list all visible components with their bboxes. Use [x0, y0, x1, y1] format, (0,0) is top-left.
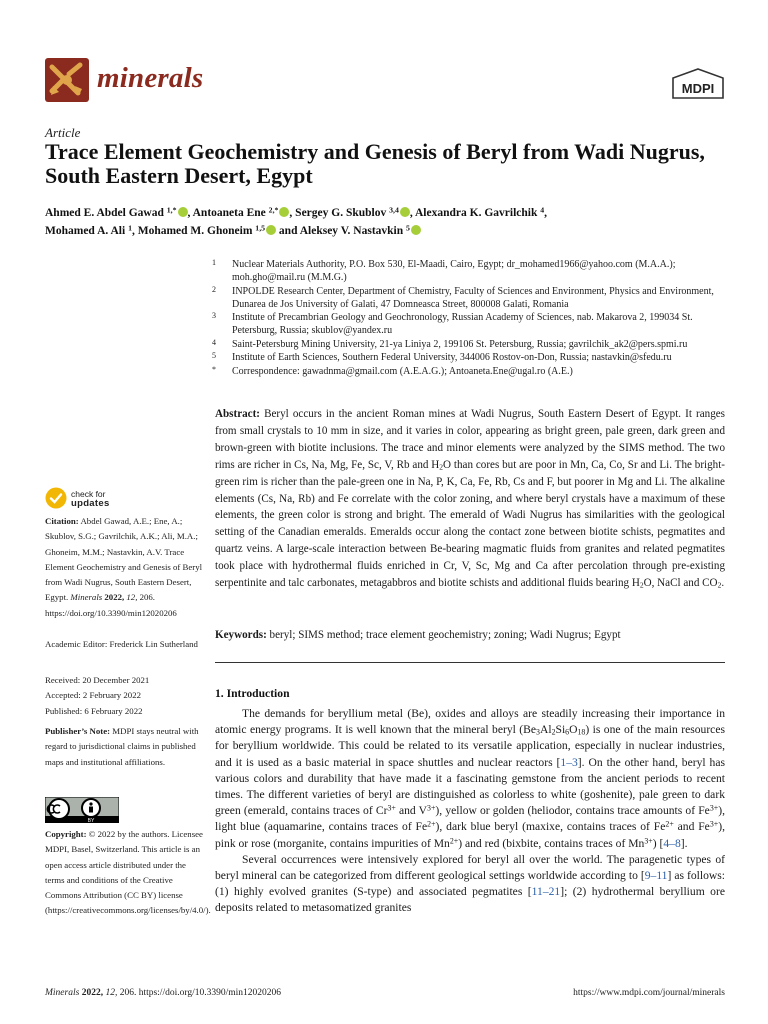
publication-dates — [45, 673, 205, 719]
article-title: Trace Element Geochemistry and Genesis of Beryl from Wadi Nugrus, South Eastern Desert, Egypt — [45, 139, 705, 188]
citation-link[interactable]: 1–3 — [560, 755, 578, 769]
svg-text:BY: BY — [87, 818, 95, 823]
orcid-icon[interactable] — [411, 225, 421, 235]
abstract-text: . — [721, 577, 725, 590]
affiliation-number: 4 — [212, 337, 216, 347]
abstract-text: O than cores but are poor in Mn, Ca, Co, Sr and Li. The bright-green rim is richer than the pale-green one in Na, P, K, Ca, Fe, Rb, Cs and F, but poorer in Mg and Li. The alkaline elements (Cs, Na, Rb) and Fe correlate with the color zoning, and where beryl crystals have a maximum of these elements, the green color is strong and bright. The emerald of Wadi Nugrus has similarities with the geological setting of the Canadian emeralds. Emeralds occur along the contact zone between biotite schists, pegmatites and quartz veins. A large-scale interaction between Be-bearing magmatic fluids from granites and related pegmatites took place with hydrothermal fluids enriched in Cr, V, Sc, Mg and Ca after percolation through pre-existing serpentinite and talc carbonates, metagabbros and biotite schists and additional fluids bearing H — [215, 458, 725, 590]
orcid-icon[interactable] — [400, 207, 410, 217]
author-name[interactable]: Antoaneta Ene — [192, 207, 266, 219]
author-affil: 5 — [406, 223, 410, 233]
affiliation-number: 5 — [212, 351, 216, 360]
author-affil: 1,5 — [255, 223, 266, 233]
check-for-updates-button[interactable] — [45, 487, 125, 513]
affiliation-number: 3 — [212, 311, 216, 320]
citation-year: 2022, — [104, 592, 125, 603]
affiliation-text: Saint-Petersburg Mining University, 21-ya Liniya 2, 199106 St. Petersburg, Russia; gavrilchik_ak2@pers.spmi.ru — [232, 338, 688, 350]
mdpi-logo-icon[interactable] — [671, 68, 725, 102]
affiliation-item — [210, 338, 725, 351]
author-conjunction: and — [278, 225, 298, 237]
article-type: Article — [45, 125, 81, 140]
citation-volume: 12, — [126, 592, 138, 603]
author-name[interactable]: Ahmed E. Abdel Gawad — [45, 207, 164, 219]
minerals-logo-icon — [45, 58, 89, 102]
citation-link[interactable]: 9–11 — [644, 869, 668, 883]
affiliation-text: Correspondence: gawadnma@gmail.com (A.E.A.G.); Antoaneta.Ene@ugal.ro (A.E.) — [232, 365, 573, 377]
affiliation-number: 1 — [212, 258, 216, 267]
affiliation-item — [210, 351, 725, 364]
orcid-icon[interactable] — [279, 207, 289, 217]
affiliations — [210, 258, 725, 378]
check-updates-line1: check for — [71, 489, 106, 499]
footer-doi-link[interactable]: 206. https://doi.org/10.3390/min12020206 — [119, 988, 282, 998]
abstract: Abstract: Beryl occurs in the ancient Roman mines at Wadi Nugrus, South Eastern Desert of Egypt. It ranges from small crystals to 10 mm in size, and it varies in color, appearing as bright green, pale green, dark green and brown-green with biotite inclusions. The trace and minor elements were analyzed by the SIMS method. The two rims are richer in Cs, Na, Mg, Fe, Sc, V, Rb and $H_2O$ than cores but are poor in Mn, Ca, Co, Sr and Li. The bright-green rim is richer than the pale-green one in Na, P, K, Ca, Fe, Rb, Cs and F, but poorer in Mg and Li. The alkaline elements (Cs, Na, Rb) and Fe correlate with the color zoning, and where beryl crystals have a maximum of these elements, the green color is strong and bright. The emerald of Wadi Nugrus has similarities with the geological setting of the Canadian emeralds. Emeralds occur along the contact zone between biotite schists, pegmatites and quartz veins. A large-scale interaction between Be-bearing magmatic fluids from granites and related pegmatites took place with hydrothermal fluids enriched in Cr, V, Sc, Mg and Ca after percolation through pre-existing serpentinite and talc carbonates, metagabbros and biotite schists and additional fluids bearing $H_2O$, NaCl and $CO_2$. — [215, 408, 726, 590]
author-name[interactable]: Alexandra K. Gavrilchik — [415, 207, 538, 219]
affiliation-text: Nuclear Materials Authority, P.O. Box 530, El-Maadi, Cairo, Egypt; dr_mohamed1966@yahoo.com (M.A.A.); moh.gho@mail.ru (M.M.G.) — [232, 259, 676, 283]
orcid-icon[interactable] — [178, 207, 188, 217]
citation-doi-link[interactable]: 206. https://doi.org/10.3390/min12020206 — [45, 592, 177, 618]
author-affil: 1,* — [166, 205, 177, 215]
introduction-body — [215, 706, 725, 917]
affiliation-text: Institute of Precambrian Geology and Geochronology, Russian Academy of Sciences, nab. Makarova 2, 199034 St. Petersburg, Russia; skublov@yandex.ru — [232, 312, 693, 336]
author-affil: 3,4 — [389, 205, 399, 215]
paragraph: Several occurrences were intensively explored for beryl all over the world. The paragenetic types of beryl mineral can be categorized from different geological settings worldwide according to [9–11] as follows: (1) highly evolved granites (S-type) and associated pegmatites [11–21]; (2) hydrothermal beryllium ore deposits related to metasomatized granites — [215, 852, 725, 915]
journal-header — [45, 58, 725, 106]
abstract-text: Beryl occurs in the ancient Roman mines at Wadi Nugrus, South Eastern Desert of Egypt. It ranges from small crystals to 10 mm in size, and it varies in color, appearing as bright green, pale green, dark green and brown-green with biotite inclusions. The trace and minor elements were analyzed by the SIMS method. The two rims are richer in Cs, Na, Mg, Fe, Sc, V, Rb and H — [215, 408, 726, 471]
abstract-text: O, NaCl and CO — [643, 577, 718, 590]
affiliation-item — [210, 285, 725, 311]
abstract-label: Abstract: — [215, 408, 260, 420]
affiliation-text: Institute of Earth Sciences, Southern Federal University, 344006 Rostov-on-Don, Russia; nastavkin@sfedu.ru — [232, 352, 672, 363]
published-date: Published: 6 February 2022 — [45, 705, 143, 716]
cc-by-license-icon[interactable] — [45, 797, 119, 823]
author-name[interactable]: Sergey G. Skublov — [295, 207, 387, 219]
affiliation-item — [210, 258, 725, 284]
citation-link[interactable]: 4–8 — [663, 836, 681, 850]
citation-label: Citation: — [45, 516, 79, 526]
accepted-date: Accepted: 2 February 2022 — [45, 690, 142, 701]
paragraph: The demands for beryllium metal (Be), oxides and alloys are steadily increasing their importance in atomic energy programs. It is well known that the mineral beryl $(Be_3Al_2Si_6O_{18})$ is one of the main resources for beryllium worldwide. This could be related to its versatile application, especially in nuclear industries, and it is used as a basic material in space shuttles and nuclear reactors [1–3]. On the other hand, beryl has various colors and durability that have made it a fascinating gemstone from the ancient periods to recent times. The different varieties of beryl are distinguished as colorless to white (goshenite), pale green to dark green (emerald, contains traces of $Cr^{3+}$ and $V^{3+}$), yellow or golden (heliodor, contains trace amounts of $Fe^{3+}$), light blue (aquamarine, contains traces of $Fe^{2+}$), dark blue beryl (maxixe, contains traces of $Fe^{2+}$ and $Fe^{3+}$), pink or rose (morganite, contains impurities of $Mn^{2+}$) and red (bixbite, contains traces of $Mn^{3+}$) [4–8]. — [215, 707, 725, 850]
keywords-text: beryl; SIMS method; trace element geochemistry; zoning; Wadi Nugrus; Egypt — [269, 629, 621, 641]
publisher-note — [45, 724, 205, 770]
citation-block — [45, 514, 205, 621]
received-date: Received: 20 December 2021 — [45, 675, 150, 685]
footer-citation — [45, 988, 281, 998]
footer-journal: Minerals — [45, 988, 80, 998]
footer-journal-url[interactable]: https://www.mdpi.com/journal/minerals — [573, 988, 725, 998]
publisher-note-label: Publisher’s Note: — [45, 726, 111, 736]
footer-year: 2022, — [81, 988, 104, 998]
check-updates-line2: updates — [71, 498, 110, 509]
section-divider — [215, 662, 725, 663]
affiliation-number: 2 — [212, 284, 216, 294]
keywords — [215, 627, 725, 643]
section-heading: 1. Introduction — [215, 687, 290, 700]
check-updates-icon — [45, 487, 67, 509]
author-affil: 1 — [128, 223, 132, 233]
journal-name[interactable]: minerals — [97, 62, 204, 94]
footer-volume: 12, — [105, 988, 118, 998]
publisher-note-text: MDPI stays neutral with regard to jurisdictional claims in published maps and institutional affiliations. — [45, 726, 199, 767]
citation-journal: Minerals — [70, 592, 103, 603]
author-name[interactable]: Mohamed A. Ali — [45, 225, 126, 237]
keywords-label: Keywords: — [215, 629, 267, 641]
author-name[interactable]: Mohamed M. Ghoneim — [137, 225, 253, 237]
academic-editor: Academic Editor: Frederick Lin Sutherland — [45, 639, 198, 649]
affiliation-item — [210, 365, 725, 378]
affiliation-text: INPOLDE Research Center, Department of Chemistry, Faculty of Sciences and Environment, Physics and Environment, Dunarea de Jos University of Galati, 47 Domneasca Street, 800008 Galati, Romania — [232, 285, 714, 310]
author-list: Ahmed E. Abdel Gawad $^{1,*}$ , Antoaneta Ene $^{2,*}$ , Sergey G. Skublov $^{3,4}$ , Alexandra K. Gavrilchik $^4$, Mohamed A. Ali $^1$, Mohamed M. Ghoneim $^{1,5}$ and Aleksey V. Nastavkin $^5$ — [45, 205, 548, 237]
affiliation-item — [210, 311, 725, 337]
check-updates-label — [71, 490, 110, 508]
copyright-label: Copyright: — [45, 829, 87, 839]
orcid-icon[interactable] — [266, 225, 276, 235]
affiliation-number: * — [212, 364, 216, 374]
author-affil: 2,* — [268, 205, 279, 215]
mdpi-logo-text: MDPI — [681, 81, 715, 96]
copyright-text: © 2022 by the authors. Licensee MDPI, Basel, Switzerland. This article is an open access article distributed under the terms and conditions of the Creative Commons Attribution (CC BY) license (https://creativecommons.org/licenses/by/4.0/). — [45, 829, 211, 916]
citation-text: Abdel Gawad, A.E.; Ene, A.; Skublov, S.G.; Gavrilchik, A.K.; Ali, M.A.; Ghoneim, M.M.; Nastavkin, A.V. Trace Element Geochemistry and Genesis of Beryl from Wadi Nugrus, South Eastern Desert, Egypt. — [45, 516, 203, 603]
author-affil: 4 — [540, 205, 545, 215]
copyright-block — [45, 827, 211, 919]
citation-link[interactable]: 11–21 — [531, 885, 561, 899]
author-name[interactable]: Aleksey V. Nastavkin — [299, 225, 404, 237]
